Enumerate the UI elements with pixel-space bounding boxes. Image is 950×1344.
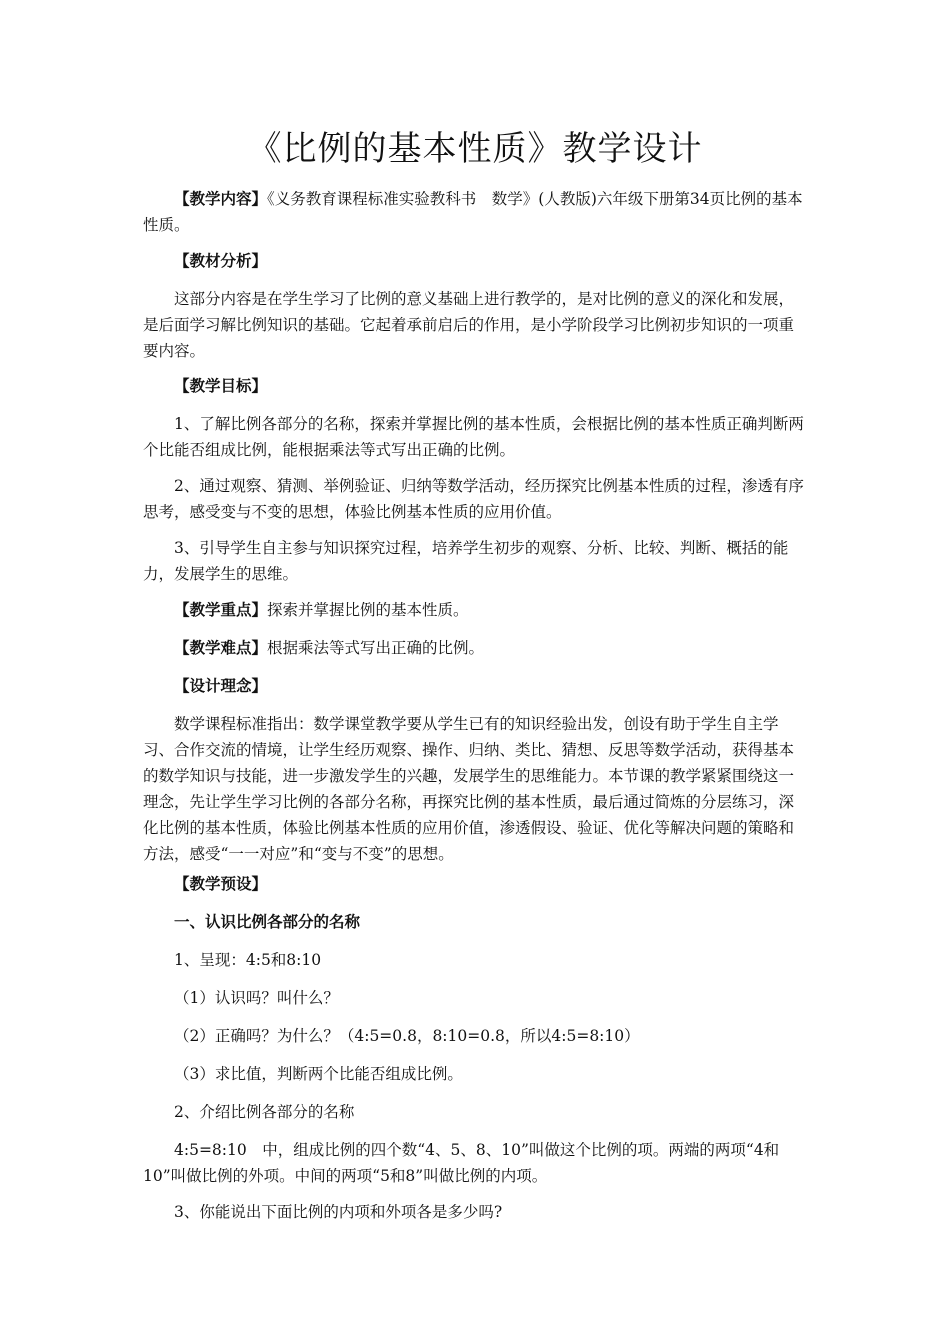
goal-1: 1、了解比例各部分的名称，探索并掌握比例的基本性质，会根据比例的基本性质正确判断两个比能否组成比例，能根据乘法等式写出正确的比例。 — [143, 415, 804, 459]
item-1-question-3: （3）求比值，判断两个比能否组成比例。 — [174, 1065, 463, 1083]
material-analysis-text: 这部分内容是在学生学习了比例的意义基础上进行教学的，是对比例的意义的深化和发展，是后面学习解比例知识的基础。它起着承前启后的作用，是小学阶段学习比例初步知识的一项重要内容。 — [143, 290, 795, 360]
design-concept-heading: 【设计理念】 — [174, 677, 268, 695]
teaching-preset-heading: 【教学预设】 — [174, 875, 268, 893]
goal-3: 3、引导学生自主参与知识探究过程，培养学生初步的观察、分析、比较、判断、概括的能力，发展学生的思维。 — [143, 539, 789, 583]
item-2-text: 4:5=8:10 中，组成比例的四个数“4、5、8、10”叫做这个比例的项。两端的两项“4和10”叫做比例的外项。中间的两项“5和8”叫做比例的内项。 — [143, 1141, 780, 1185]
document-title: 《比例的基本性质》教学设计 — [247, 129, 703, 169]
goal-2: 2、通过观察、猜测、举例验证、归纳等数学活动，经历探究比例基本性质的过程，渗透有序思考，感受变与不变的思想，体验比例基本性质的应用价值。 — [143, 477, 804, 521]
teaching-content-text: 《义务教育课程标准实验教科书 数学》(人教版)六年级下册第34页比例的基本性质。 — [143, 190, 803, 234]
item-1-question-1: （1）认识吗？叫什么？ — [174, 989, 339, 1007]
difficulty-paragraph — [143, 635, 807, 661]
key-point-text: 探索并掌握比例的基本性质。 — [267, 601, 469, 619]
material-analysis-heading: 【教材分析】 — [174, 252, 268, 270]
item-1: 1、呈现：4:5和8:10 — [174, 951, 322, 969]
item-3: 3、你能说出下面比例的内项和外项各是多少吗? — [174, 1203, 503, 1221]
design-concept-text: 数学课程标准指出：数学课堂教学要从学生已有的知识经验出发，创设有助于学生自主学习、合作交流的情境，让学生经历观察、操作、归纳、类比、猜想、反思等数学活动，获得基本的数学知识与技能，进一步激发学生的兴趣，发展学生的思维能力。本节课的教学紧紧围绕这一理念，先让学生学习比例的各部分名称，再探究比例的基本性质，最后通过简炼的分层练习，深化比例的基本性质，体验比例基本性质的应用价值，渗透假设、验证、优化等解决问题的策略和方法，感受“一一对应”和“变与不变”的思想。 — [143, 715, 795, 863]
difficulty-text: 根据乘法等式写出正确的比例。 — [267, 639, 485, 657]
difficulty-label: 【教学难点】 — [174, 639, 268, 657]
teaching-content-label: 【教学内容】 — [174, 190, 268, 208]
key-point-paragraph — [143, 597, 807, 623]
teaching-goals-heading: 【教学目标】 — [174, 377, 268, 395]
teaching-content-paragraph — [143, 186, 807, 238]
key-point-label: 【教学重点】 — [174, 601, 268, 619]
item-2: 2、介绍比例各部分的名称 — [174, 1103, 355, 1121]
item-1-question-2: （2）正确吗？为什么？（4:5=0.8，8:10=0.8，所以4:5=8:10） — [174, 1027, 640, 1045]
section-1-heading: 一、认识比例各部分的名称 — [174, 913, 361, 931]
